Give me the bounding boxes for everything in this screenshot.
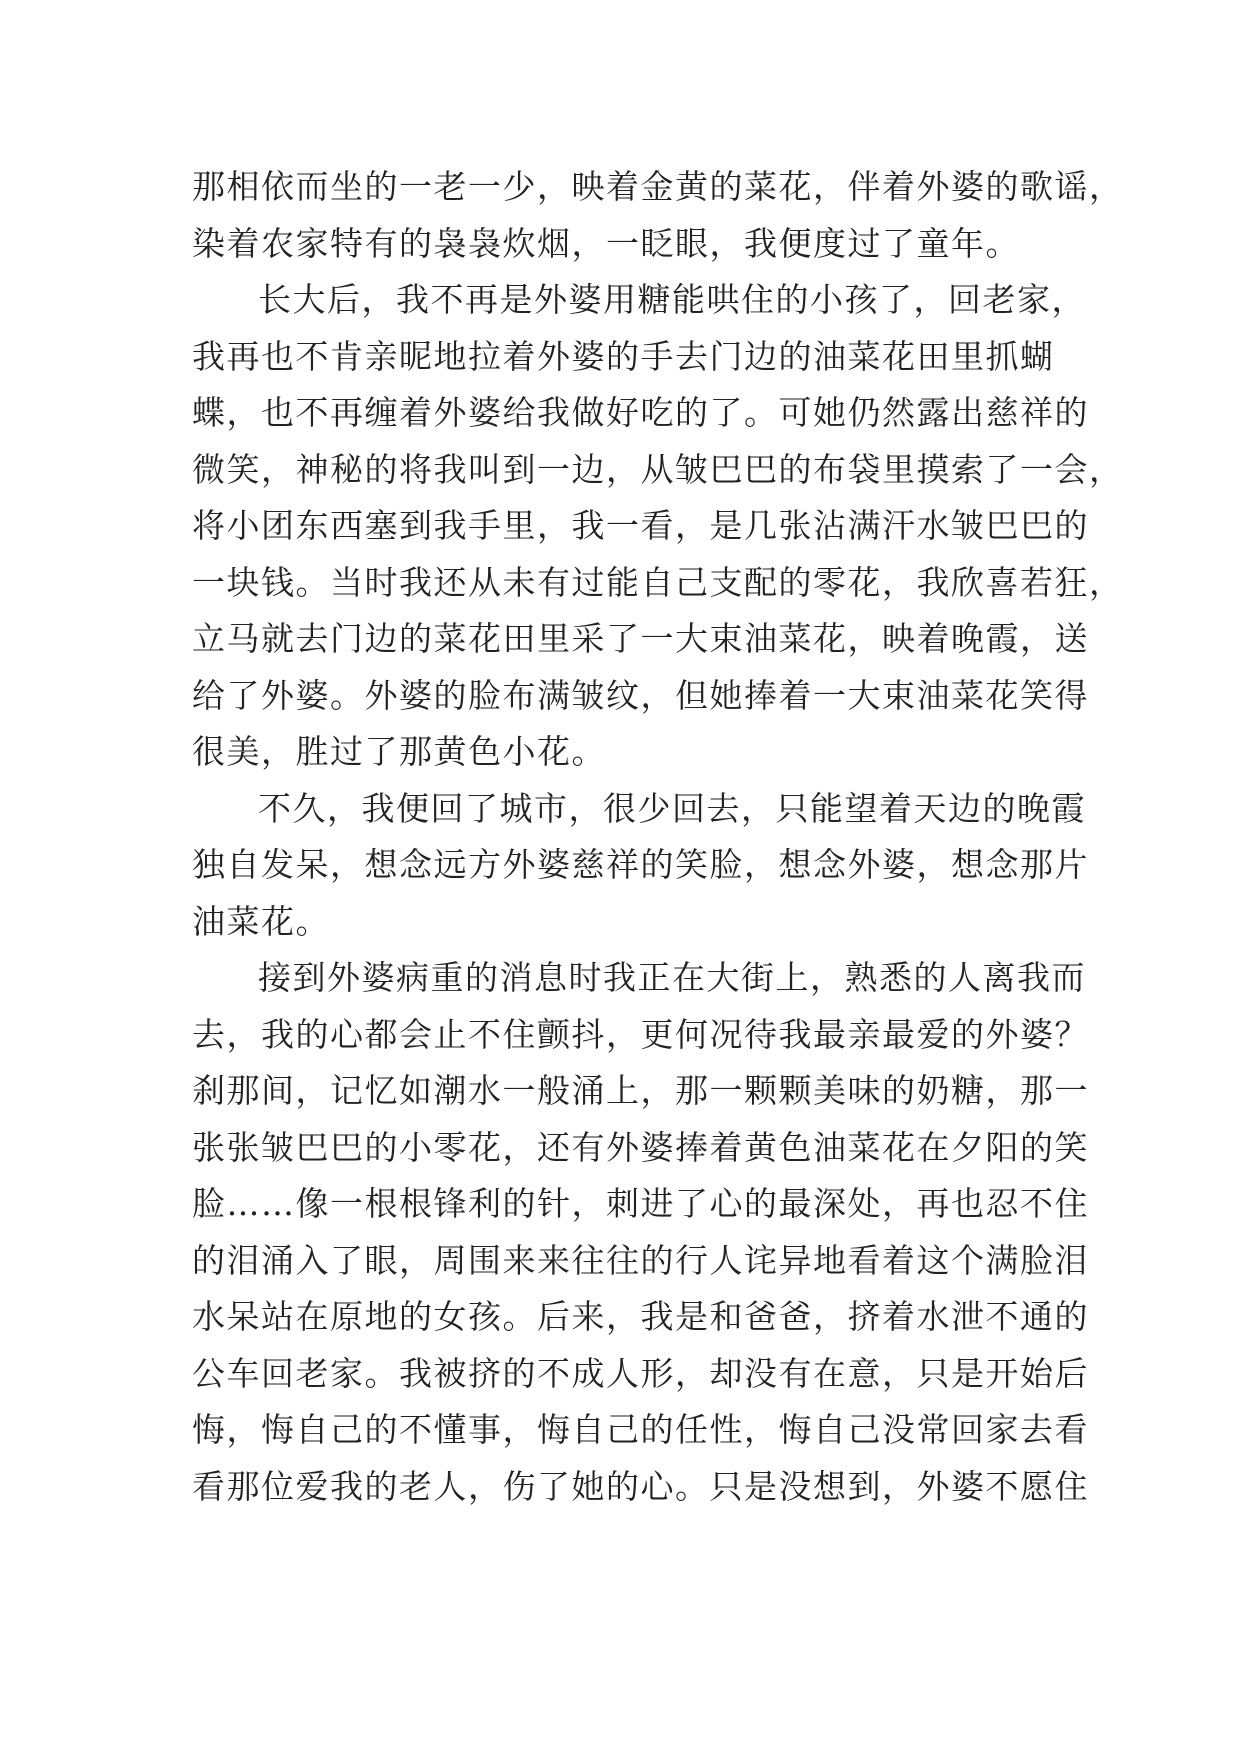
text-line: 很美，胜过了那黄色小花。	[192, 732, 606, 771]
text-line: 给了外婆。外婆的脸布满皱纹，但她捧着一大束油菜花笑得	[192, 675, 1089, 715]
text-line: 长大后，我不再是外婆用糖能哄住的小孩了，回老家，	[258, 280, 1086, 319]
text-line: 一块钱。当时我还从未有过能自己支配的零花，我欣喜若狂，	[192, 562, 1124, 602]
text-line: 独自发呆，想念远方外婆慈祥的笑脸，想念外婆，想念那片	[192, 845, 1089, 884]
text-line: 公车回老家。我被挤的不成人形，却没有在意，只是开始后	[192, 1353, 1089, 1393]
text-line: 那相依而坐的一老一少，映着金黄的菜花，伴着外婆的歌谣，	[192, 167, 1124, 206]
text-line: 的泪涌入了眼，周围来来往往的行人诧异地看着这个满脸泪	[192, 1240, 1089, 1280]
text-line: 我再也不肯亲昵地拉着外婆的手去门边的油菜花田里抓蝴	[192, 336, 1055, 376]
text-line: 不久，我便回了城市，很少回去，只能望着天边的晚霞	[258, 788, 1086, 828]
text-line: 刹那间，记忆如潮水一般涌上，那一颗颗美味的奶糖，那一	[192, 1071, 1089, 1110]
text-line: 染着农家特有的袅袅炊烟，一眨眼，我便度过了童年。	[192, 223, 1020, 263]
text-line: 水呆站在原地的女孩。后来，我是和爸爸，挤着水泄不通的	[192, 1297, 1089, 1336]
text-line: 去，我的心都会止不住颤抖，更何况待我最亲最爱的外婆？	[192, 1014, 1089, 1054]
text-line: 看那位爱我的老人，伤了她的心。只是没想到，外婆不愿住	[192, 1466, 1089, 1506]
text-line: 张张皱巴巴的小零花，还有外婆捧着黄色油菜花在夕阳的笑	[192, 1127, 1089, 1167]
text-line: 微笑，神秘的将我叫到一边，从皱巴巴的布袋里摸索了一会，	[192, 449, 1124, 489]
text-line: 将小团东西塞到我手里，我一看，是几张沾满汗水皱巴巴的	[192, 506, 1089, 545]
text-line: 脸……像一根根锋利的针，刺进了心的最深处，再也忍不住	[192, 1184, 1089, 1223]
text-line: 悔，悔自己的不懂事，悔自己的任性，悔自己没常回家去看	[192, 1410, 1089, 1449]
document-body-text	[192, 159, 1124, 1515]
text-line: 立马就去门边的菜花田里采了一大束油菜花，映着晚霞，送	[192, 619, 1089, 658]
text-line: 油菜花。	[192, 901, 330, 941]
text-line: 蝶，也不再缠着外婆给我做好吃的了。可她仍然露出慈祥的	[192, 393, 1089, 432]
text-line: 接到外婆病重的消息时我正在大街上，熟悉的人离我而	[258, 958, 1086, 997]
